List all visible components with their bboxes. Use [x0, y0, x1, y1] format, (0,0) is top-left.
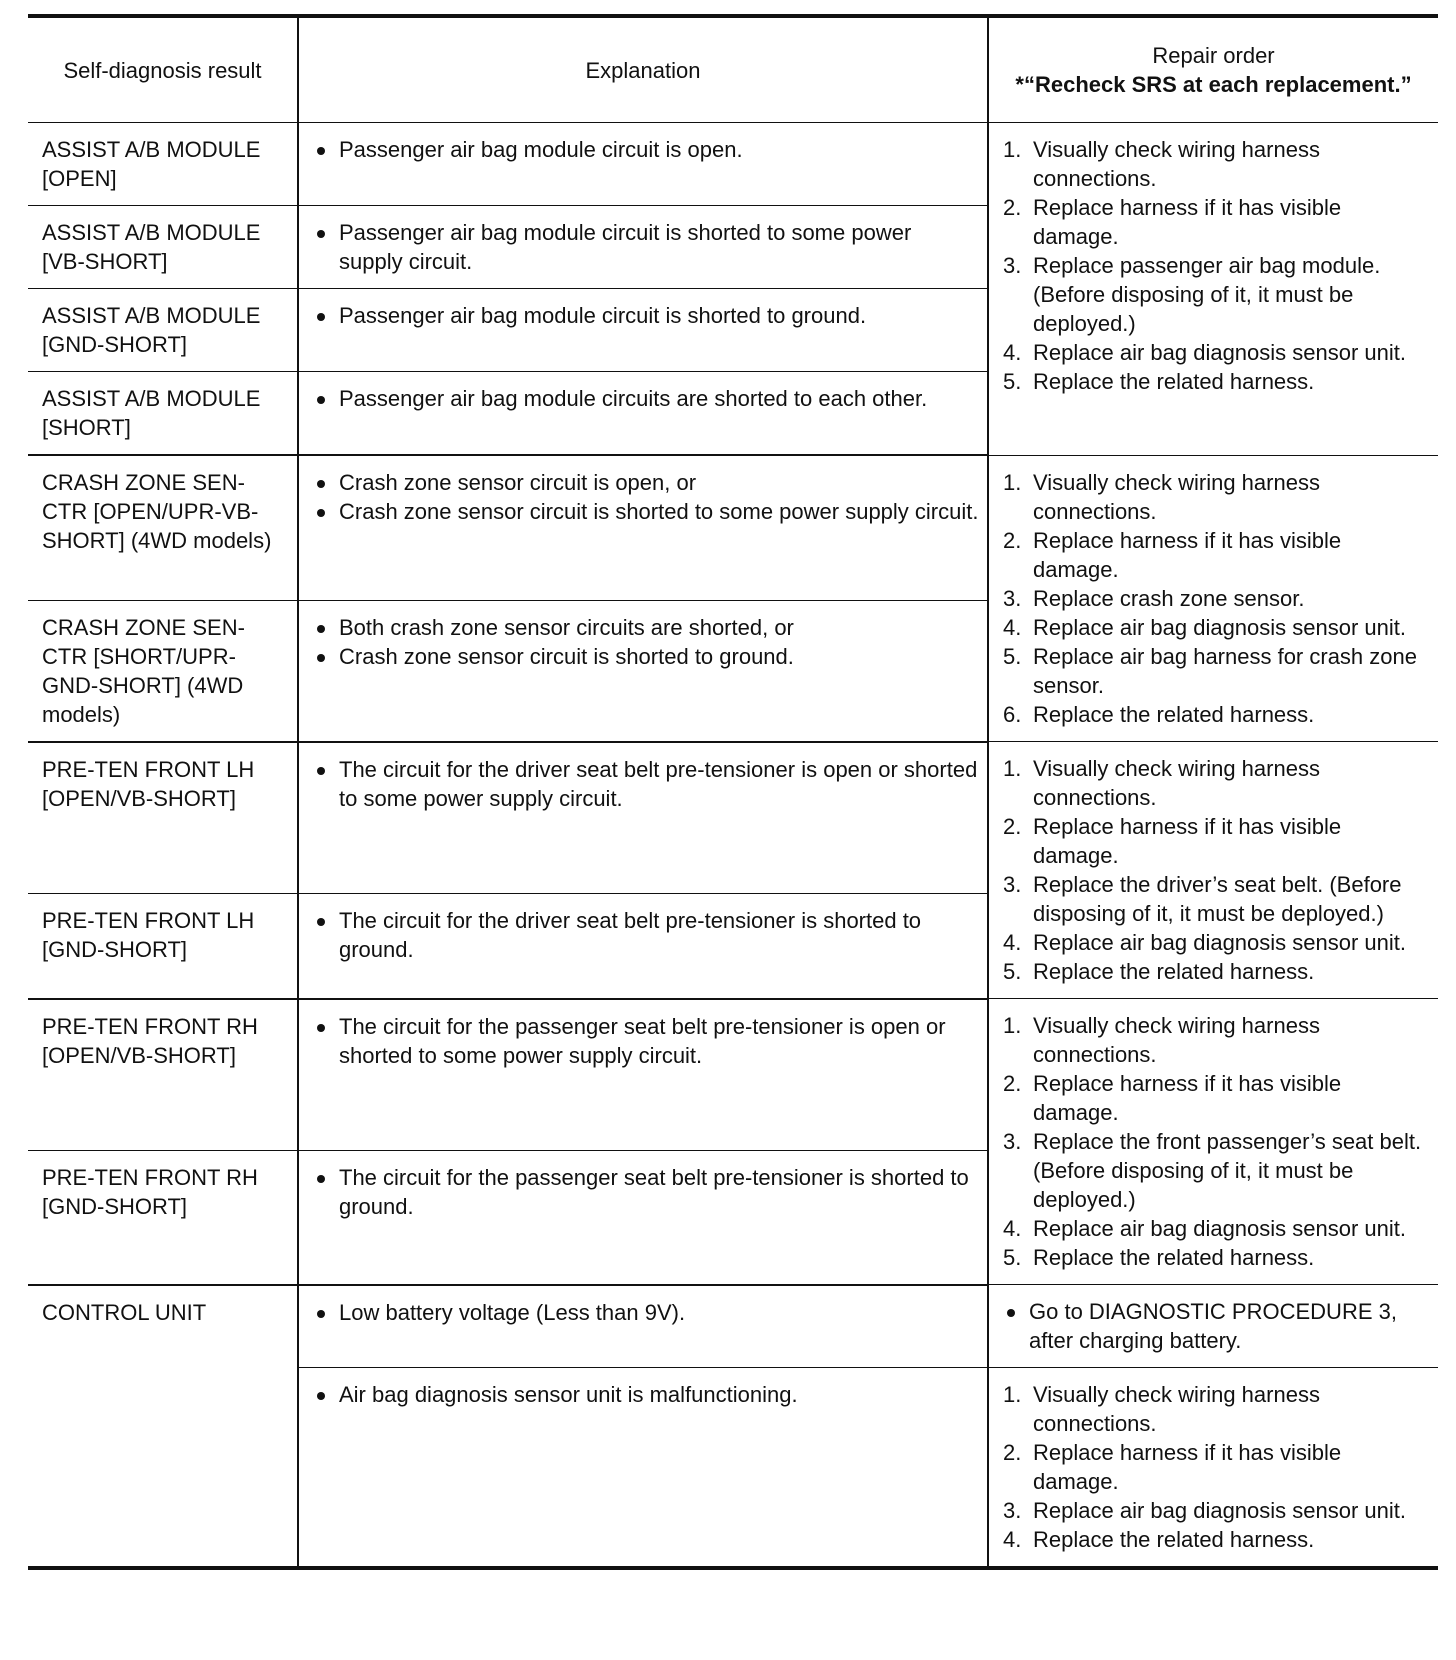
explanation-cell: [298, 206, 988, 289]
table-row: [28, 123, 1438, 206]
repair-step: 2. Replace harness if it has visible damage.: [1003, 1071, 1342, 1125]
diagnosis-result-cell: ASSIST A/B MODULE [GND-SHORT]: [28, 289, 298, 372]
repair-order-cell: [988, 1285, 1438, 1368]
repair-step: 4. Replace air bag diagnosis sensor unit.: [1003, 340, 1407, 365]
diagnosis-result-cell: PRE-TEN FRONT RH [OPEN/VB-SHORT]: [28, 999, 298, 1151]
repair-step: Go to DIAGNOSTIC PROCEDURE 3, after charging battery.: [1003, 1297, 1430, 1355]
self-diagnosis-table: [28, 14, 1438, 1570]
repair-step: 6. Replace the related harness.: [1003, 701, 1315, 727]
explanation-item: Crash zone sensor circuit is shorted to ground.: [313, 642, 979, 671]
repair-step: 1. Visually check wiring harness connections.: [1003, 469, 1320, 524]
diagnosis-result-cell: PRE-TEN FRONT RH [GND-SHORT]: [28, 1151, 298, 1285]
table-header-row: [28, 16, 1438, 123]
repair-step: 4. Replace air bag diagnosis sensor unit.: [1003, 930, 1407, 955]
repair-step: 5. Replace air bag harness for crash zone sensor.: [1003, 643, 1417, 698]
explanation-cell: [298, 123, 988, 206]
diagnosis-result-cell: ASSIST A/B MODULE [OPEN]: [28, 123, 298, 206]
table-row: [28, 742, 1438, 894]
repair-step: 1. Visually check wiring harness connections.: [1003, 137, 1320, 191]
repair-order-cell: [988, 742, 1438, 999]
explanation-item: The circuit for the passenger seat belt pre-tensioner is open or shorted to some power supply circuit.: [313, 1012, 979, 1070]
explanation-item: Low battery voltage (Less than 9V).: [313, 1298, 979, 1327]
diagnosis-result-cell: ASSIST A/B MODULE [SHORT]: [28, 372, 298, 456]
explanation-cell: [298, 1151, 988, 1285]
repair-step: 5. Replace the related harness.: [1003, 369, 1315, 394]
header-recheck-note: *“Recheck SRS at each replacement.”: [1015, 72, 1412, 97]
repair-step: 2. Replace harness if it has visible damage.: [1003, 195, 1342, 249]
repair-step: 1. Visually check wiring harness connections.: [1003, 1382, 1320, 1436]
explanation-cell: [298, 894, 988, 999]
header-repair-order-label: Repair order: [1152, 43, 1275, 68]
explanation-item: Passenger air bag module circuit is shorted to ground.: [313, 301, 979, 330]
repair-order-cell: [988, 1368, 1438, 1569]
repair-step: 5. Replace the related harness.: [1003, 959, 1315, 984]
repair-step: 2. Replace harness if it has visible damage.: [1003, 1440, 1342, 1494]
repair-order-cell: [988, 455, 1438, 742]
repair-step: 3. Replace passenger air bag module. (Before disposing of it, it must be deployed.): [1003, 253, 1381, 336]
table-row: [28, 455, 1438, 600]
explanation-item: The circuit for the driver seat belt pre-tensioner is open or shorted to some power supply circuit.: [313, 755, 979, 813]
repair-step: 2. Replace harness if it has visible damage.: [1003, 814, 1342, 868]
diagnosis-result-cell: ASSIST A/B MODULE [VB-SHORT]: [28, 206, 298, 289]
repair-step: 1. Visually check wiring harness connections.: [1003, 756, 1320, 810]
explanation-item: Both crash zone sensor circuits are shorted, or: [313, 613, 979, 642]
explanation-cell: [298, 1285, 988, 1368]
repair-order-cell: [988, 999, 1438, 1285]
diagnosis-result-cell: CONTROL UNIT: [28, 1285, 298, 1569]
explanation-cell: [298, 455, 988, 600]
repair-step: 4. Replace air bag diagnosis sensor unit.: [1003, 614, 1407, 640]
explanation-cell: [298, 742, 988, 894]
header-explanation: Explanation: [298, 16, 988, 123]
repair-step: 3. Replace the driver’s seat belt. (Before disposing of it, it must be deployed.): [1003, 872, 1402, 926]
repair-step: 4. Replace air bag diagnosis sensor unit.: [1003, 1216, 1407, 1241]
explanation-cell: [298, 372, 988, 456]
explanation-item: Crash zone sensor circuit is shorted to some power supply circuit.: [313, 497, 979, 526]
repair-step: 3. Replace crash zone sensor.: [1003, 585, 1305, 611]
repair-step: 5. Replace the related harness.: [1003, 1245, 1315, 1270]
repair-step: 2. Replace harness if it has visible damage.: [1003, 527, 1342, 582]
diagnosis-result-cell: CRASH ZONE SEN-CTR [SHORT/UPR-GND-SHORT] (4WD models): [28, 600, 298, 742]
explanation-cell: [298, 999, 988, 1151]
header-self-diagnosis-result: Self-diagnosis result: [28, 16, 298, 123]
repair-step: 4. Replace the related harness.: [1003, 1527, 1315, 1552]
explanation-item: Passenger air bag module circuit is shorted to some power supply circuit.: [313, 218, 979, 276]
diagnosis-result-cell: PRE-TEN FRONT LH [GND-SHORT]: [28, 894, 298, 999]
explanation-item: Crash zone sensor circuit is open, or: [313, 468, 979, 497]
repair-order-cell: [988, 123, 1438, 456]
explanation-cell: [298, 289, 988, 372]
diagnosis-result-cell: CRASH ZONE SEN-CTR [OPEN/UPR-VB-SHORT] (4WD models): [28, 455, 298, 600]
repair-step: 3. Replace the front passenger’s seat belt. (Before disposing of it, it must be deployed.): [1003, 1129, 1422, 1212]
explanation-item: Passenger air bag module circuits are shorted to each other.: [313, 384, 979, 413]
explanation-item: The circuit for the driver seat belt pre-tensioner is shorted to ground.: [313, 906, 979, 964]
explanation-item: The circuit for the passenger seat belt pre-tensioner is shorted to ground.: [313, 1163, 979, 1221]
explanation-cell: [298, 600, 988, 742]
explanation-cell: [298, 1368, 988, 1569]
repair-step: 1. Visually check wiring harness connections.: [1003, 1013, 1320, 1067]
table-row: [28, 999, 1438, 1151]
table-row: [28, 1285, 1438, 1368]
diagnosis-result-cell: PRE-TEN FRONT LH [OPEN/VB-SHORT]: [28, 742, 298, 894]
repair-step: 3. Replace air bag diagnosis sensor unit.: [1003, 1498, 1407, 1523]
explanation-item: Passenger air bag module circuit is open.: [313, 135, 979, 164]
header-repair-order: [988, 16, 1438, 123]
explanation-item: Air bag diagnosis sensor unit is malfunctioning.: [313, 1380, 979, 1409]
